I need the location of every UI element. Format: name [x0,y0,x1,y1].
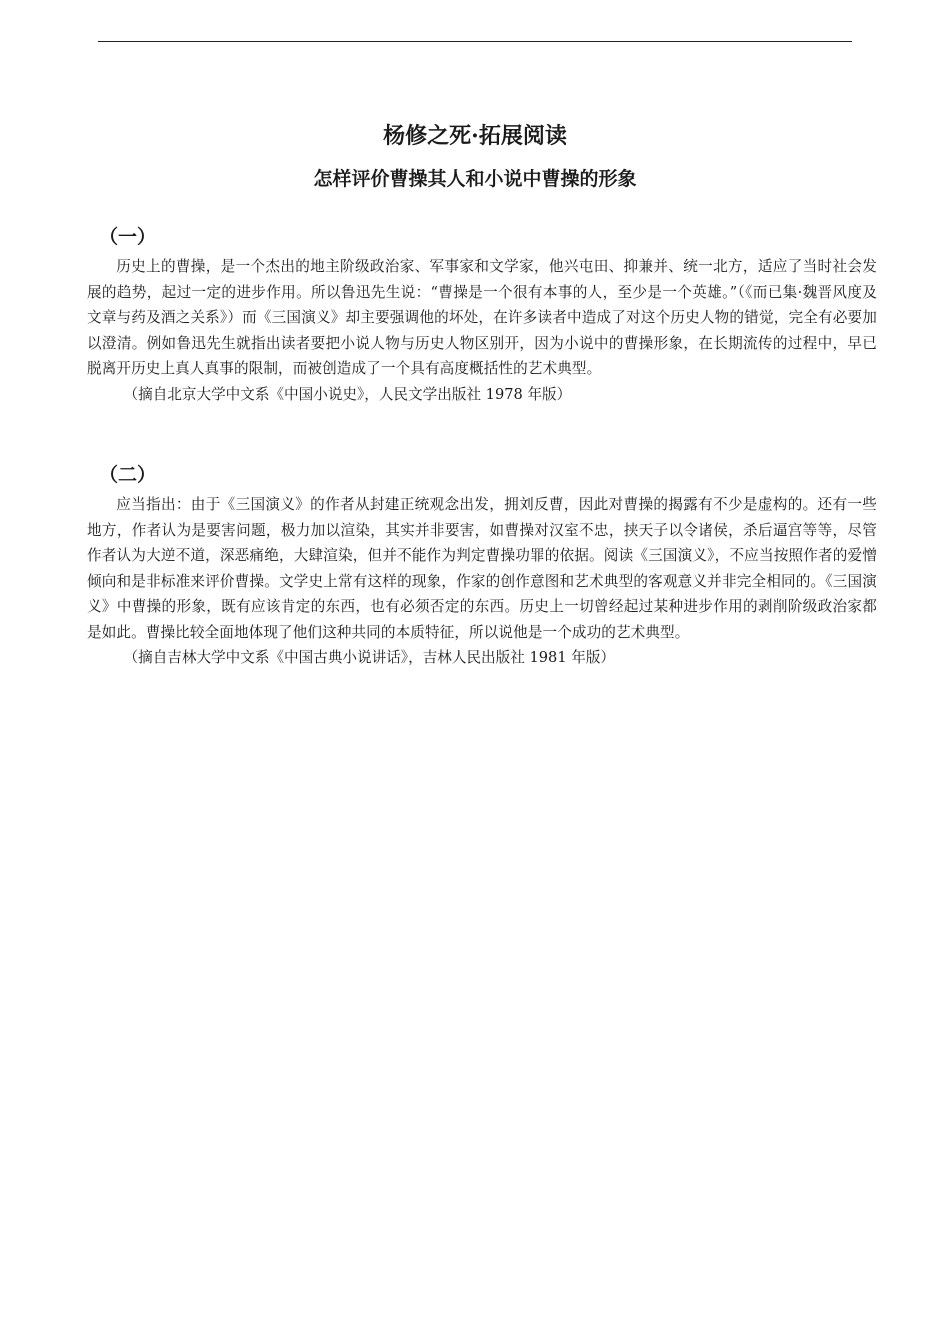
header-rule [98,41,852,42]
section-one-paragraph: 历史上的曹操，是一个杰出的地主阶级政治家、军事家和文学家，他兴屯田、抑兼并、统一北方，适应了当时社会发展的趋势，起过一定的进步作用。所以鲁迅先生说：“曹操是一个很有本事的人，至少是一个英雄。”（《而已集·魏晋风度及文章与药及酒之关系》）而《三国演义》却主要强调他的坏处，在许多读者中造成了对这个历史人物的错觉，完全有必要加以澄清。例如鲁迅先生就指出读者要把小说人物与历史人物区别开，因为小说中的曹操形象，在长期流传的过程中，早已脱离开历史上真人真事的限制，而被创造成了一个具有高度概括性的艺术典型。 [87,258,877,377]
section-two [87,460,877,671]
section-one-source: （摘自北京大学中文系《中国小说史》，人民文学出版社 1978 年版） [123,385,572,403]
section-one-heading: （一） [99,226,157,248]
section-two-source: （摘自吉林大学中文系《中国古典小说讲话》，吉林人民出版社 1981 年版） [123,649,616,666]
section-two-heading: （二） [99,464,157,486]
page-subtitle: 怎样评价曹操其人和小说中曹操的形象 [313,168,637,190]
section-one [87,222,877,407]
page-title: 杨修之死·拓展阅读 [383,123,567,149]
section-two-paragraph: 应当指出：由于《三国演义》的作者从封建正统观念出发，拥刘反曹，因此对曹操的揭露有不少是虚构的。还有一些地方，作者认为是要害问题，极力加以渲染，其实并非要害，如曹操对汉室不忠，挟天子以令诸侯，杀后逼宫等等，尽管作者认为大逆不道，深恶痛绝，大肆渲染，但并不能作为判定曹操功罪的依据。阅读《三国演义》，不应当按照作者的爱憎倾向和是非标准来评价曹操。文学史上常有这样的现象，作家的创作意图和艺术典型的客观意义并非完全相同的。《三国演义》中曹操的形象，既有应该肯定的东西，也有必须否定的东西。历史上一切曾经起过某种进步作用的剥削阶级政治家都是如此。曹操比较全面地体现了他们这种共同的本质特征，所以说他是一个成功的艺术典型。 [87,496,877,641]
